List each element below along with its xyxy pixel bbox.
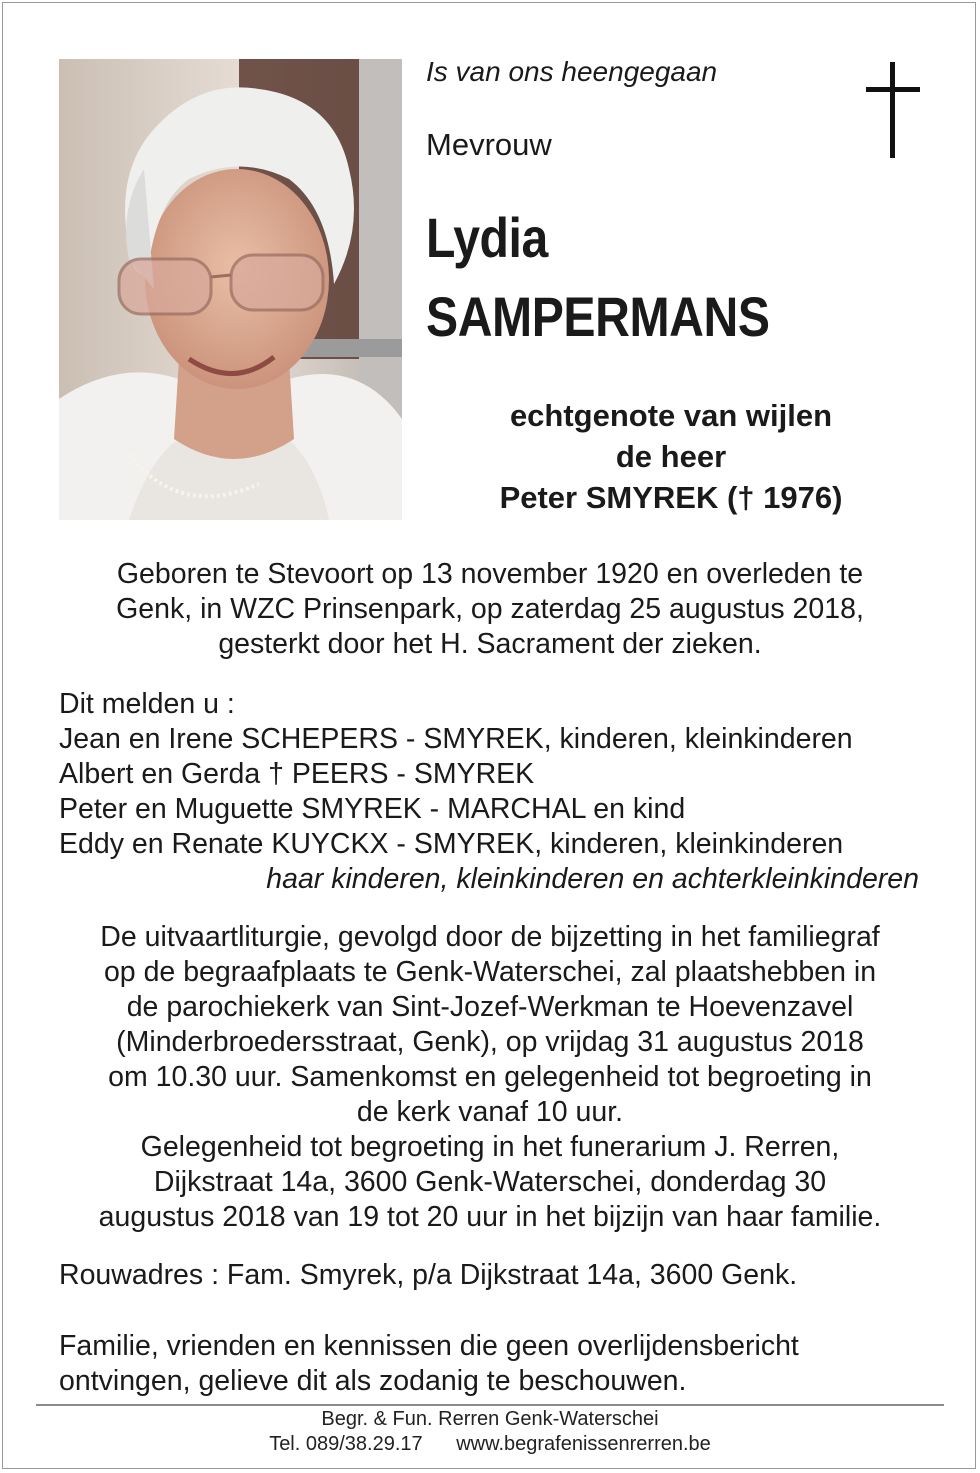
funeral-details-block: [36, 920, 944, 1235]
portrait-photo: [59, 59, 402, 520]
announcement-block: [59, 687, 919, 897]
cross-icon: [864, 60, 922, 160]
funeral-line: om 10.30 uur. Samenkomst en gelegenheid tot begroeting in: [108, 1061, 872, 1093]
family-line: Peter en Muguette SMYREK - MARCHAL en kind: [59, 793, 686, 825]
footer: [36, 1407, 944, 1457]
spouse-line: echtgenote van wijlen: [509, 398, 833, 433]
funeral-line: De uitvaartliturgie, gevolgd door de bijzetting in het familiegraf: [100, 921, 880, 953]
funeral-home-name: Begr. & Fun. Rerren Genk-Waterschei: [321, 1408, 659, 1430]
spouse-line: Peter SMYREK († 1976): [499, 480, 843, 515]
announcement-intro: Dit melden u :: [59, 688, 235, 720]
funeral-home-phone: Tel. 089/38.29.17: [269, 1433, 423, 1455]
funeral-line: Gelegenheid tot begroeting in het funerarium J. Rerren,: [140, 1131, 840, 1163]
spouse-line: de heer: [615, 439, 727, 474]
deceased-last-name: SAMPERMANS: [426, 285, 770, 348]
spouse-block: [426, 395, 916, 518]
funeral-line: de kerk vanaf 10 uur.: [356, 1096, 624, 1128]
funeral-line: Dijkstraat 14a, 3600 Genk-Waterschei, donderdag 30: [153, 1166, 827, 1198]
funeral-line: (Minderbroedersstraat, Genk), op vrijdag 31 augustus 2018: [116, 1026, 864, 1058]
deceased-first-name: Lydia: [426, 206, 548, 269]
footer-divider: [36, 1404, 944, 1406]
birth-line: gesterkt door het H. Sacrament der zieken.: [218, 628, 762, 660]
family-line: Jean en Irene SCHEPERS - SMYREK, kinderen, kleinkinderen: [59, 723, 853, 755]
announcement-closing: haar kinderen, kleinkinderen en achterkleinkinderen: [266, 863, 919, 895]
family-line: Eddy en Renate KUYCKX - SMYREK, kinderen, kleinkinderen: [59, 828, 844, 860]
birth-line: Genk, in WZC Prinsenpark, op zaterdag 25 augustus 2018,: [116, 593, 864, 625]
notice-line: Familie, vrienden en kennissen die geen overlijdensbericht: [59, 1330, 799, 1362]
family-line: Albert en Gerda † PEERS - SMYREK: [59, 758, 535, 790]
notice-line: ontvingen, gelieve dit als zodanig te beschouwen.: [59, 1365, 687, 1397]
notice-block: [59, 1329, 799, 1399]
funeral-line: op de begraafplaats te Genk-Waterschei, zal plaatshebben in: [103, 956, 877, 988]
funeral-line: de parochiekerk van Sint-Jozef-Werkman te Hoevenzavel: [126, 991, 854, 1023]
intro-text: Is van ons heengegaan: [426, 56, 718, 87]
honorific: Mevrouw: [426, 127, 552, 162]
funeral-home-website[interactable]: www.begrafenissenrerren.be: [456, 1433, 711, 1455]
birth-line: Geboren te Stevoort op 13 november 1920 en overleden te: [116, 558, 864, 590]
birth-death-block: [36, 557, 944, 662]
funeral-line: augustus 2018 van 19 tot 20 uur in het bijzijn van haar familie.: [98, 1201, 882, 1233]
mourning-address: Rouwadres : Fam. Smyrek, p/a Dijkstraat 14a, 3600 Genk.: [59, 1259, 798, 1291]
